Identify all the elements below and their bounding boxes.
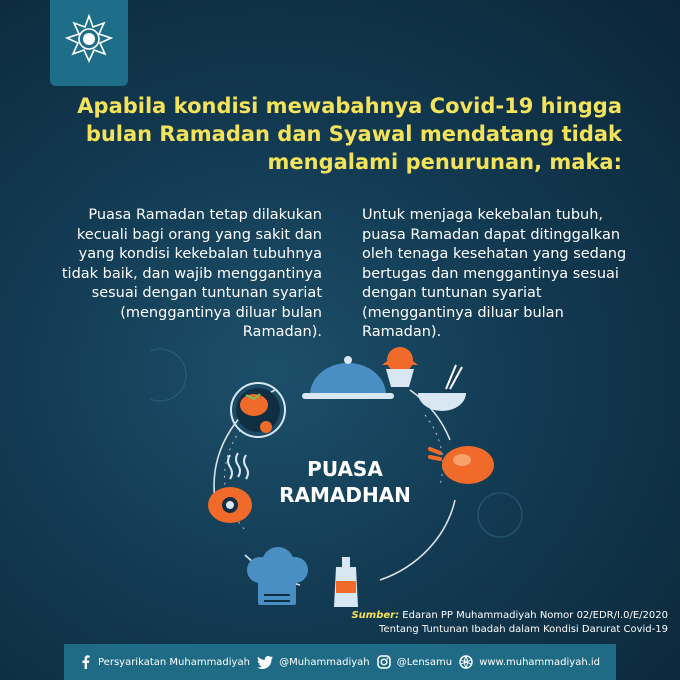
left-paragraph: Puasa Ramadan tetap dilakukan kecuali bagi orang yang sakit dan yang kondisi kekebalan tubuhnya tidak baik, dan wajib menggantinya sesuai dengan tuntunan syariat (menggantinya diluar bulan Ramadan). — [61, 207, 322, 340]
twitter-icon — [257, 656, 273, 669]
footer-website[interactable] — [459, 655, 600, 669]
center-title — [270, 456, 420, 508]
footer-website-label: www.muhammadiyah.id — [479, 656, 600, 668]
facebook-icon — [80, 655, 92, 669]
roast-chicken-icon — [430, 446, 494, 484]
logo-badge — [50, 0, 128, 86]
footer-facebook-label: Persyarikatan Muhammadiyah — [98, 656, 250, 668]
footer-instagram-label: @Lensamu — [396, 656, 453, 668]
muhammadiyah-logo-icon — [64, 14, 114, 64]
cupcake-icon — [382, 347, 418, 387]
meat-icon — [208, 487, 252, 523]
steam-icon — [228, 453, 248, 479]
right-paragraph: Untuk menjaga kekebalan tubuh, puasa Ramadan dapat ditinggalkan oleh tenaga kesehatan yang sedang bertugas dan menggantinya sesuai dengan tuntunan syariat (menggantinya diluar bulan Ramadan). — [362, 207, 627, 340]
footer-instagram[interactable] — [377, 655, 452, 669]
footer-twitter-label: @Muhammadiyah — [279, 656, 370, 668]
bottle-icon — [334, 557, 358, 607]
center-title-line2: RAMADHAN — [279, 483, 411, 507]
instagram-icon — [377, 655, 391, 669]
source-text: Edaran PP Muhammadiyah Nomor 02/EDR/I.0/E/2020 Tentang Tuntunan Ibadah dalam Kondisi Darurat Covid-19 — [379, 610, 668, 635]
footer-facebook[interactable] — [80, 655, 250, 669]
globe-icon — [459, 655, 473, 669]
chef-hat-icon — [247, 547, 308, 605]
headline: Apabila kondisi mewabahnya Covid-19 hingga bulan Ramadan dan Syawal mendatang tidak mengalami penurunan, maka: — [77, 94, 622, 174]
source-label: Sumber: — [351, 610, 400, 621]
plate-icon — [231, 383, 285, 437]
footer-twitter[interactable] — [257, 656, 370, 669]
footer-bar — [64, 644, 616, 680]
cloche-icon — [302, 356, 394, 399]
source-note — [328, 609, 668, 637]
center-title-line1: PUASA — [307, 457, 383, 481]
bowl-icon — [418, 365, 466, 411]
